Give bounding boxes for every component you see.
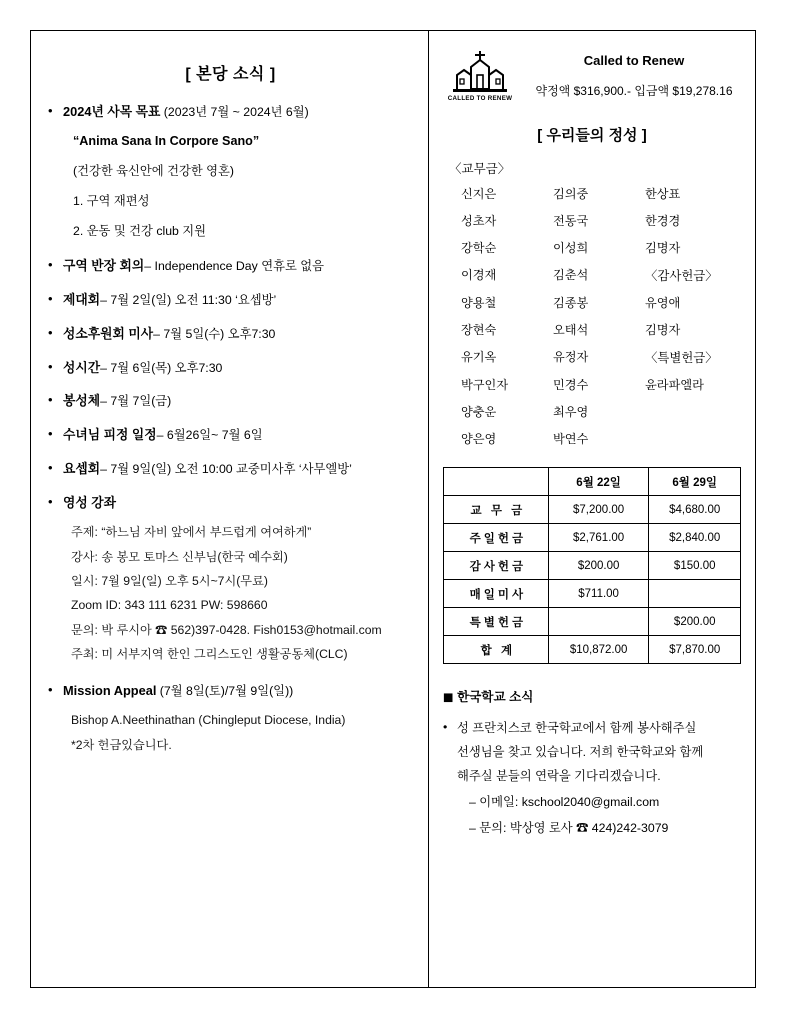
sub-line: 2. 운동 및 건강 club 지원	[73, 223, 207, 238]
list-item	[47, 290, 414, 310]
korean-school-heading: ◼ 한국학교 소식	[443, 690, 534, 704]
donor-name: 박연수	[553, 432, 589, 446]
donor-name	[645, 430, 737, 447]
donor-name: 윤라파엘라	[645, 378, 704, 392]
detail-line: 주제: “하느님 자비 앞에서 부드럽게 여여하게”	[71, 525, 312, 540]
table-cell: $711.00	[548, 580, 649, 608]
row-label: 주일헌금	[444, 524, 549, 552]
table-row	[444, 524, 741, 552]
right-column	[429, 31, 755, 987]
donor-name	[645, 403, 737, 420]
item-head: 영성 강좌	[63, 494, 117, 510]
donor-name: 김의중	[553, 187, 589, 201]
item-head: 봉성체	[63, 393, 101, 409]
item-rest: (2023년 7월 ~ 2024년 6월)	[160, 105, 309, 119]
list-item	[443, 717, 741, 841]
table-cell: $7,200.00	[548, 496, 649, 524]
item-head: 요셉회	[63, 460, 101, 476]
donor-name: 이경재	[461, 268, 497, 282]
donor-name: 장현숙	[461, 323, 497, 337]
donor-name: 유기옥	[461, 350, 497, 364]
donor-name: 이성희	[553, 241, 589, 255]
item-rest: – 7월 6일(목) 오후7:30	[100, 360, 223, 375]
donor-name: 양은영	[461, 432, 497, 446]
item-head: 2024년 사목 목표	[63, 104, 161, 119]
item-head: Mission Appeal	[63, 682, 157, 698]
sub-line: (건강한 육신안에 건강한 영혼)	[73, 164, 234, 179]
table-header-cell: 6월 22일	[548, 468, 649, 496]
offering-section-title: [ 우리들의 정성 ]	[537, 127, 647, 144]
detail-line: 일시: 7월 9일(일) 오후 5시~7시(무료)	[71, 574, 268, 589]
parish-news-list	[47, 102, 414, 757]
detail-line: 주최: 미 서부지역 한인 그리스도인 생활공동체(CLC)	[71, 647, 348, 662]
school-line: 선생님을 찾고 있습니다. 저희 한국학교와 함께	[457, 744, 704, 759]
logo-caption: CALLED TO RENEW	[447, 95, 513, 102]
donor-name: 한상표	[645, 187, 681, 201]
row-label: 특별헌금	[444, 608, 549, 636]
item-details	[71, 520, 414, 666]
detail-line: 강사: 송 봉모 토마스 신부님(한국 예수회)	[71, 549, 288, 564]
table-cell: $200.00	[649, 608, 741, 636]
table-cell: $10,872.00	[548, 636, 649, 664]
donor-name: 신지은	[461, 187, 497, 201]
table-cell: $2,840.00	[649, 524, 741, 552]
table-cell	[649, 580, 741, 608]
donor-name: 김명자	[645, 323, 681, 337]
list-item	[47, 425, 414, 445]
table-row	[444, 496, 741, 524]
detail-line: *2차 헌금있습니다.	[71, 737, 172, 752]
sub-line: 1. 구역 재편성	[73, 193, 150, 208]
item-rest: (7월 8일(토)/7월 9일(일))	[156, 683, 294, 698]
item-rest: – 7월 2일(일) 오전 11:30 ‘요셉방’	[100, 293, 277, 307]
item-head: 성시간	[63, 359, 101, 375]
left-section-title: [ 본당 소식 ]	[185, 66, 276, 83]
list-item	[47, 256, 414, 276]
called-to-renew-amounts: 약정액 $316,900.- 입금액 $19,278.16	[535, 84, 733, 98]
donor-name: 김종봉	[553, 296, 589, 310]
bulletin-page	[30, 30, 756, 988]
donor-name: 양용철	[461, 296, 497, 310]
table-cell: $150.00	[649, 552, 741, 580]
item-head: 성소후원회 미사	[63, 325, 154, 341]
offering-category-label: 〈감사헌금〉	[645, 269, 718, 283]
item-head: 제대회	[63, 292, 101, 307]
list-item	[47, 358, 414, 378]
left-column	[31, 31, 429, 987]
list-item	[47, 102, 414, 242]
item-rest: – 7월 5일(수) 오후7:30	[153, 326, 276, 341]
item-head: 수녀님 피정 일정	[63, 427, 157, 442]
donor-name: 최우영	[553, 405, 589, 419]
offering-table	[443, 467, 741, 664]
donor-name: 박구인자	[461, 378, 509, 392]
detail-line: Zoom ID: 343 111 6231 PW: 598660	[71, 598, 268, 613]
korean-school-list	[443, 717, 741, 841]
table-header-row	[444, 468, 741, 496]
table-row	[444, 580, 741, 608]
offering-category-label: 〈교무금〉	[449, 162, 511, 176]
school-contact: – 이메일: kschool2040@gmail.com	[469, 794, 660, 809]
sub-line: “Anima Sana In Corpore Sano”	[73, 133, 260, 148]
item-sublist	[73, 130, 414, 243]
item-rest: – Independence Day 연휴로 없음	[144, 259, 325, 274]
school-line: • 성 프란치스코 한국학교에서 함께 봉사해주실	[457, 721, 697, 735]
item-details	[71, 708, 414, 757]
donor-name: 성초자	[461, 214, 497, 228]
list-item	[47, 391, 414, 411]
church-icon	[449, 49, 511, 93]
list-item	[47, 459, 414, 479]
table-cell: $7,870.00	[649, 636, 741, 664]
called-to-renew-title: Called to Renew	[583, 53, 685, 68]
item-head: 구역 반장 회의	[63, 258, 145, 274]
donor-name: 유정자	[553, 350, 589, 364]
donor-name: 유영애	[645, 296, 681, 310]
list-item	[47, 681, 414, 758]
table-row	[444, 636, 741, 664]
item-rest: – 6월26일~ 7월 6일	[156, 428, 263, 442]
called-to-renew-logo	[443, 47, 517, 102]
table-cell	[548, 608, 649, 636]
item-rest: – 7월 9일(일) 오전 10:00 교중미사후 ‘사무엘방’	[100, 461, 352, 476]
list-item	[47, 493, 414, 667]
donor-name: 강학순	[461, 241, 497, 255]
called-to-renew-block	[443, 47, 741, 102]
donor-name: 한경경	[645, 214, 681, 228]
item-rest: – 7월 7일(금)	[100, 394, 172, 409]
table-header-cell	[444, 468, 549, 496]
row-label: 감사헌금	[444, 552, 549, 580]
list-item	[47, 324, 414, 344]
donor-name: 오태석	[553, 323, 589, 337]
row-label: 교 무 금	[444, 496, 549, 524]
donor-name: 민경수	[553, 378, 589, 392]
table-header-cell: 6월 29일	[649, 468, 741, 496]
donor-name: 김춘석	[553, 268, 589, 282]
row-label: 합 계	[444, 636, 549, 664]
table-row	[444, 552, 741, 580]
offering-category-label: 〈특별헌금〉	[645, 351, 718, 365]
table-cell: $2,761.00	[548, 524, 649, 552]
school-line: 해주실 분들의 연락을 기다리겠습니다.	[457, 768, 661, 783]
table-cell: $200.00	[548, 552, 649, 580]
called-to-renew-body	[527, 47, 741, 99]
detail-line: Bishop A.Neethinathan (Chingleput Diocese, India)	[71, 713, 346, 728]
donor-name: 전동국	[553, 214, 589, 228]
detail-line: 문의: 박 루시아 ☎ 562)397-0428. Fish0153@hotmail.com	[71, 622, 382, 637]
donor-name-grid	[443, 185, 741, 447]
donor-name: 양충운	[461, 405, 497, 419]
table-cell: $4,680.00	[649, 496, 741, 524]
table-row	[444, 608, 741, 636]
row-label: 매일미사	[444, 580, 549, 608]
donor-name: 김명자	[645, 241, 681, 255]
school-contact: – 문의: 박상영 로사 ☎ 424)242-3079	[469, 820, 669, 835]
